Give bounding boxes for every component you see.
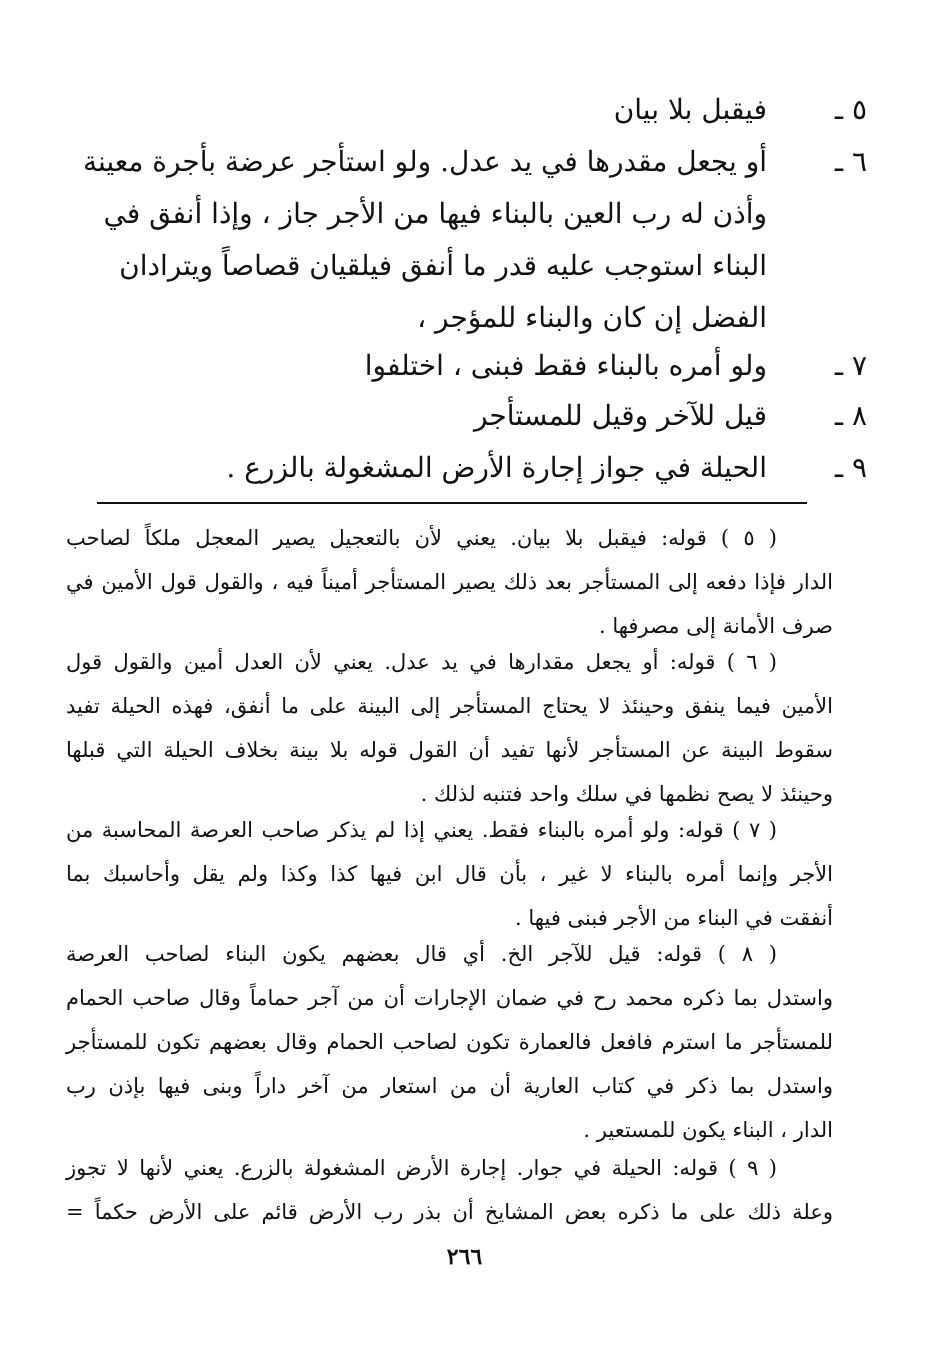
main-item-5 [228,84,867,136]
footnote-line: صرف الأمانة إلى مصرفها . [598,614,833,638]
main-item-7 [228,340,867,392]
main-line: أو يجعل مقدرها في يد عدل. ولو استأجر عرضة بأجرة معينة [82,145,767,178]
footnote-line: الدار ، البناء يكون للمستعير . [583,1118,833,1142]
item-number: ٨ ـ [834,399,867,432]
footnote-line: واستدل بما ذكر في كتاب العارية أن من استعار من آخر داراً وبنى فيها بإذن رب [66,1074,833,1098]
footnote-8 [66,932,833,1152]
footnote-line: الأجر وإنما أمره بالبناء لا غير ، بأن قال ابن فيها كذا وكذا ولم يقل وأحاسبك بما [66,862,833,886]
footnote-line: وعلة ذلك على ما ذكره بعض المشايخ أن بذر رب الأرض قائم على الأرض حكماً = [66,1200,833,1224]
footnote-divider [97,502,807,504]
footnote-7 [66,808,833,940]
main-item-8 [228,390,867,442]
main-line: البناء استوجب عليه قدر ما أنفق فيلقيان قصاصاً ويترادان [119,249,767,282]
footnote-6 [66,640,833,816]
footnote-line: وحينئذ لا يصح نظمها في سلك واحد فتنبه لذلك . [420,782,833,806]
item-number: ٦ ـ [834,145,867,178]
footnote-line: ( ٦ ) قوله: أو يجعل مقدارها في يد عدل. يعني لأن العدل أمين والقول قول [66,650,777,674]
footnote-line: ( ٨ ) قوله: قيل للآجر الخ. أي قال بعضهم يكون البناء لصاحب العرصة [66,942,777,966]
footnote-line: ( ٥ ) قوله: فيقبل بلا بيان. يعني لأن بالتعجيل يصير المعجل ملكاً لصاحب [66,526,777,550]
footnote-line: ( ٧ ) قوله: ولو أمره بالبناء فقط. يعني إذا لم يذكر صاحب العرصة المحاسبة من [66,818,777,842]
footnote-line: للمستأجر ما استرم فافعل فالعمارة تكون لصاحب الحمام وقال بعضهم تكون للمستأجر [66,1030,833,1054]
footnote-line: ( ٩ ) قوله: الحيلة في جوار. إجارة الأرض المشغولة بالزرع. يعني لأنها لا تجوز [66,1156,777,1180]
item-number: ٧ ـ [834,349,867,382]
main-line: ولو أمره بالبناء فقط فبنى ، اختلفوا [364,349,767,382]
main-line: فيقبل بلا بيان [613,93,767,126]
item-number: ٩ ـ [834,451,867,484]
main-line: الحيلة في جواز إجارة الأرض المشغولة بالزرع . [226,451,767,484]
main-line: الفضل إن كان والبناء للمؤجر ، [417,301,767,334]
footnote-line: أنفقت في البناء من الأجر فبنى فيها . [515,906,833,930]
footnote-line: سقوط البينة عن المستأجر لأنها تفيد أن القول قوله بلا بينة بخلاف الحيلة التي قبلها [66,738,833,762]
main-item-9 [226,442,867,494]
footnote-9 [66,1146,833,1234]
footnote-line: الأمين فيما ينفق وحينئذ لا يحتاج المستأجر إلى البينة على ما أنفق، فهذه الحيلة تفيد [66,694,833,718]
main-item-6 [82,136,867,344]
footnote-5 [66,516,833,648]
footnote-line: الدار فإذا دفعه إلى المستأجر بعد ذلك يصير المستأجر أميناً فيه ، والقول قول الأمين في [66,570,833,594]
page-number: ٢٦٦ [446,1244,483,1270]
footnote-line: واستدل بما ذكره محمد رح في ضمان الإجارات أن من آجر حماماً وقال صاحب الحمام [66,986,833,1010]
main-line: وأذن له رب العين بالبناء فيها من الأجر جاز ، وإذا أنفق في [103,197,767,230]
main-line: قيل للآخر وقيل للمستأجر [473,399,767,432]
item-number: ٥ ـ [834,93,867,126]
